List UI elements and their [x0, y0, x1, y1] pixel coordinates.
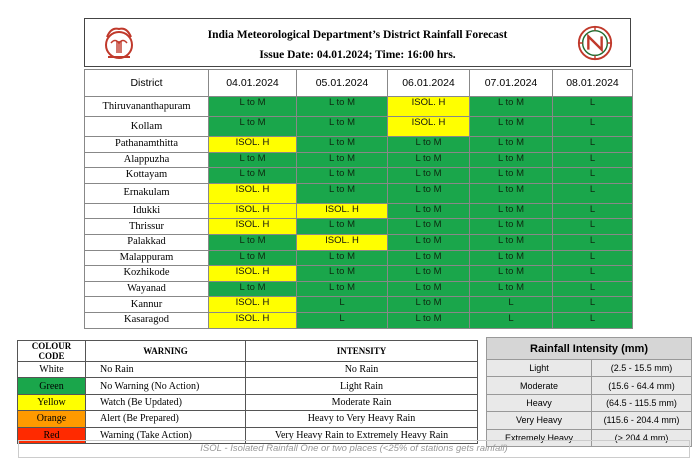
rainfall-row — [487, 377, 692, 394]
table-row — [85, 97, 633, 117]
forecast-cell: L to M — [388, 266, 470, 282]
colour-code-cell: Yellow — [18, 394, 86, 410]
forecast-cell: L to M — [388, 234, 470, 250]
forecast-cell: ISOL. H — [209, 312, 297, 328]
district-forecast-table — [84, 69, 633, 329]
rainfall-range: (15.6 - 64.4 mm) — [592, 377, 692, 394]
forecast-cell: L to M — [470, 117, 553, 137]
forecast-cell: L — [470, 312, 553, 328]
table-row — [85, 297, 633, 313]
warning-cell: Alert (Be Prepared) — [86, 411, 246, 427]
forecast-cell: L to M — [297, 168, 388, 184]
forecast-cell: ISOL. H — [388, 117, 470, 137]
forecast-cell: L to M — [209, 117, 297, 137]
colour-code-legend — [17, 340, 478, 444]
forecast-cell: L — [553, 152, 633, 168]
forecast-cell: L to M — [388, 168, 470, 184]
forecast-cell: L to M — [297, 266, 388, 282]
table-row — [85, 312, 633, 328]
rainfall-category: Very Heavy — [487, 412, 592, 429]
forecast-cell: ISOL. H — [209, 219, 297, 235]
legend-row — [18, 362, 478, 378]
forecast-cell: ISOL. H — [209, 297, 297, 313]
table-row — [85, 281, 633, 297]
colour-code-cell: White — [18, 362, 86, 378]
forecast-cell: L to M — [388, 203, 470, 219]
legend-row — [18, 411, 478, 427]
forecast-cell: L — [553, 97, 633, 117]
district-name: Idukki — [85, 203, 209, 219]
rainfall-row — [487, 412, 692, 429]
district-name: Palakkad — [85, 234, 209, 250]
forecast-cell: L — [553, 117, 633, 137]
district-name: Thiruvananthapuram — [85, 97, 209, 117]
forecast-cell: L to M — [470, 183, 553, 203]
forecast-cell: L to M — [388, 219, 470, 235]
forecast-cell: L to M — [297, 117, 388, 137]
rainfall-intensity-rows — [487, 360, 692, 447]
forecast-cell: L to M — [297, 97, 388, 117]
forecast-cell: L to M — [209, 250, 297, 266]
district-name: Malappuram — [85, 250, 209, 266]
legend-row — [18, 378, 478, 394]
district-name: Kannur — [85, 297, 209, 313]
forecast-cell: L to M — [209, 168, 297, 184]
district-name: Kollam — [85, 117, 209, 137]
forecast-rows — [85, 97, 633, 329]
forecast-cell: L to M — [470, 266, 553, 282]
forecast-cell: L — [297, 312, 388, 328]
rainfall-row — [487, 394, 692, 411]
district-name: Kottayam — [85, 168, 209, 184]
rainfall-range: (2.5 - 15.5 mm) — [592, 360, 692, 377]
forecast-cell: L — [553, 219, 633, 235]
table-row — [85, 203, 633, 219]
district-name: Pathanamthitta — [85, 137, 209, 153]
forecast-cell: L to M — [470, 97, 553, 117]
forecast-cell: L to M — [470, 137, 553, 153]
date-header: 05.01.2024 — [297, 70, 388, 97]
forecast-cell: ISOL. H — [297, 234, 388, 250]
forecast-cell: L to M — [388, 137, 470, 153]
issue-date: Issue Date: 04.01.2024; Time: 16:00 hrs. — [259, 49, 456, 61]
rainfall-range: (115.6 - 204.4 mm) — [592, 412, 692, 429]
rainfall-range: (64.5 - 115.5 mm) — [592, 394, 692, 411]
warning-cell: Warning (Take Action) — [86, 427, 246, 443]
forecast-cell: L — [553, 250, 633, 266]
forecast-cell: ISOL. H — [209, 137, 297, 153]
date-header: 08.01.2024 — [553, 70, 633, 97]
forecast-cell: L to M — [388, 297, 470, 313]
rainfall-category: Moderate — [487, 377, 592, 394]
forecast-cell: L to M — [297, 219, 388, 235]
table-row — [85, 183, 633, 203]
district-name: Kozhikode — [85, 266, 209, 282]
rainfall-intensity-table — [486, 337, 692, 447]
forecast-cell: L to M — [470, 219, 553, 235]
forecast-cell: L to M — [470, 234, 553, 250]
district-name: Alappuzha — [85, 152, 209, 168]
intensity-cell: No Rain — [246, 362, 478, 378]
district-column-header: District — [85, 70, 209, 97]
forecast-cell: L — [553, 266, 633, 282]
forecast-cell: L — [297, 297, 388, 313]
forecast-cell: L — [553, 312, 633, 328]
rainfall-category: Extremely Heavy — [487, 429, 592, 446]
district-name: Ernakulam — [85, 183, 209, 203]
forecast-cell: L to M — [388, 312, 470, 328]
forecast-cell: L to M — [388, 250, 470, 266]
intensity-cell: Moderate Rain — [246, 394, 478, 410]
forecast-cell: L to M — [209, 152, 297, 168]
forecast-cell: L to M — [388, 183, 470, 203]
forecast-cell: L to M — [297, 137, 388, 153]
forecast-cell: L to M — [470, 203, 553, 219]
legend-row — [18, 394, 478, 410]
imd-logo-icon — [576, 23, 614, 63]
forecast-cell: L to M — [297, 250, 388, 266]
forecast-cell: L to M — [470, 152, 553, 168]
forecast-cell: L — [553, 234, 633, 250]
table-row — [85, 266, 633, 282]
forecast-cell: L — [553, 168, 633, 184]
rainfall-category: Heavy — [487, 394, 592, 411]
intensity-cell: Light Rain — [246, 378, 478, 394]
header-title: India Meteorological Department’s District Rainfall Forecast — [207, 29, 508, 41]
forecast-cell: L to M — [388, 152, 470, 168]
rainfall-category: Light — [487, 360, 592, 377]
forecast-cell: L to M — [388, 281, 470, 297]
forecast-cell: L to M — [297, 183, 388, 203]
forecast-cell: L to M — [470, 168, 553, 184]
rainfall-intensity-title: Rainfall Intensity (mm) — [487, 338, 692, 360]
forecast-cell: L — [553, 183, 633, 203]
warning-cell: No Rain — [86, 362, 246, 378]
intensity-cell: Heavy to Very Heavy Rain — [246, 411, 478, 427]
isol-footnote: ISOL - Isolated Rainfall One or two places (<25% of stations gets rainfall) — [18, 440, 690, 458]
forecast-header — [84, 18, 631, 67]
forecast-cell: L — [553, 281, 633, 297]
date-header: 04.01.2024 — [209, 70, 297, 97]
colour-code-header: COLOUR CODE — [18, 341, 86, 362]
date-header: 07.01.2024 — [470, 70, 553, 97]
forecast-cell: L to M — [470, 281, 553, 297]
warning-header: WARNING — [86, 341, 246, 362]
rainfall-range: (> 204.4 mm) — [592, 429, 692, 446]
district-name: Wayanad — [85, 281, 209, 297]
district-name: Kasaragod — [85, 312, 209, 328]
forecast-cell: ISOL. H — [388, 97, 470, 117]
colour-code-cell: Red — [18, 427, 86, 443]
intensity-header: INTENSITY — [246, 341, 478, 362]
warning-cell: Watch (Be Updated) — [86, 394, 246, 410]
table-row — [85, 168, 633, 184]
intensity-cell: Very Heavy Rain to Extremely Heavy Rain — [246, 427, 478, 443]
forecast-cell: L to M — [297, 152, 388, 168]
forecast-cell: ISOL. H — [209, 203, 297, 219]
forecast-cell: L — [553, 297, 633, 313]
colour-code-cell: Orange — [18, 411, 86, 427]
forecast-cell: ISOL. H — [209, 266, 297, 282]
table-row — [85, 219, 633, 235]
colour-code-cell: Green — [18, 378, 86, 394]
forecast-cell: L to M — [470, 250, 553, 266]
forecast-cell: L to M — [209, 97, 297, 117]
forecast-cell: L — [470, 297, 553, 313]
date-header: 06.01.2024 — [388, 70, 470, 97]
table-row — [85, 234, 633, 250]
table-row — [85, 152, 633, 168]
warning-cell: No Warning (No Action) — [86, 378, 246, 394]
forecast-cell: L to M — [209, 281, 297, 297]
forecast-cell: ISOL. H — [209, 183, 297, 203]
legend-rows — [18, 362, 478, 444]
table-row — [85, 250, 633, 266]
district-name: Thrissur — [85, 219, 209, 235]
forecast-cell: L — [553, 137, 633, 153]
forecast-cell: ISOL. H — [297, 203, 388, 219]
forecast-cell: L — [553, 203, 633, 219]
table-row — [85, 137, 633, 153]
rainfall-row — [487, 360, 692, 377]
forecast-cell: L to M — [209, 234, 297, 250]
table-row — [85, 117, 633, 137]
forecast-cell: L to M — [297, 281, 388, 297]
